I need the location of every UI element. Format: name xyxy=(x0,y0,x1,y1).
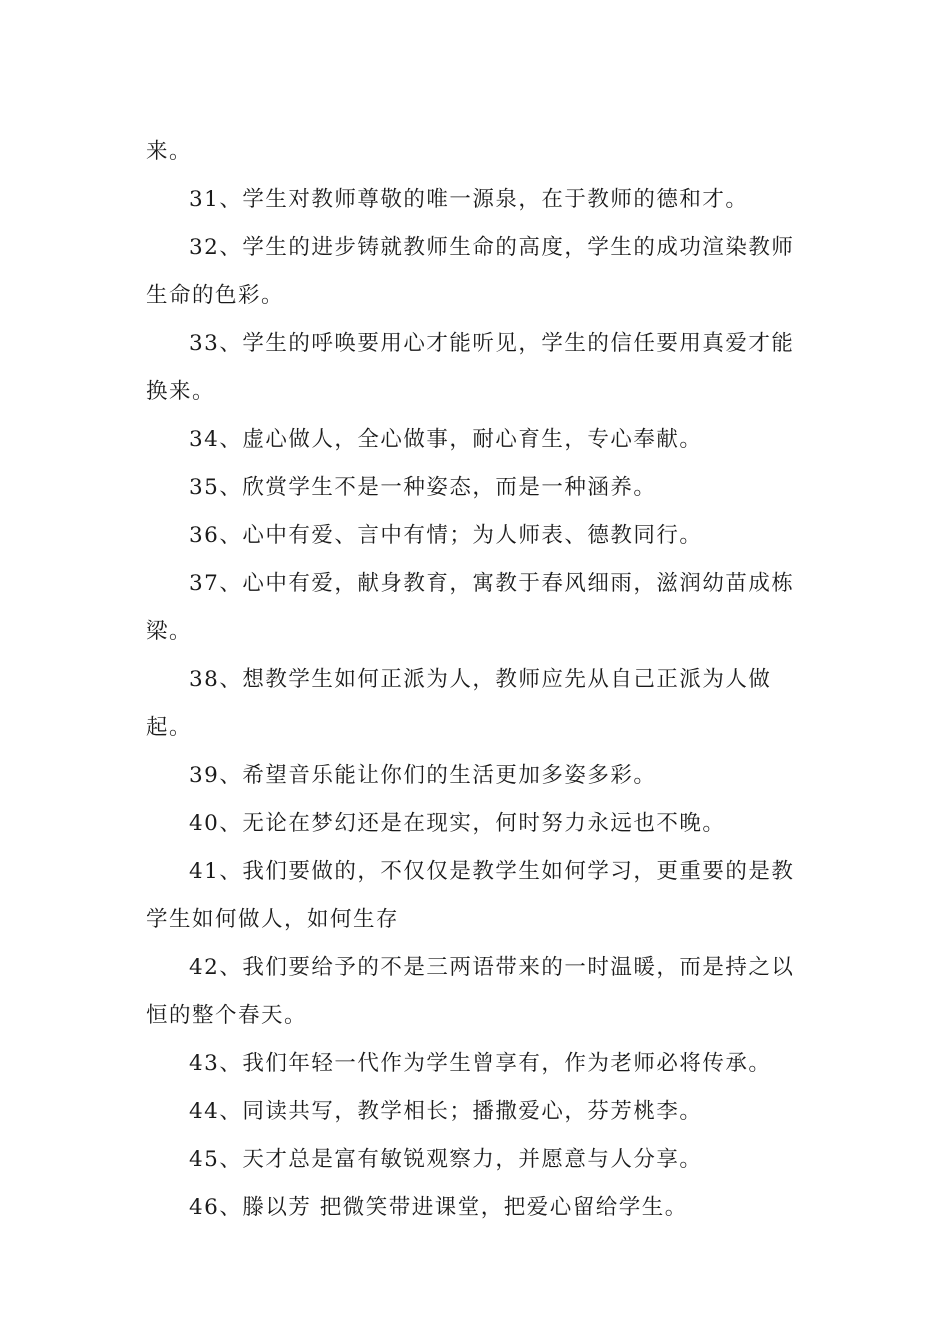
paragraph-40: 40、无论在梦幻还是在现实，何时努力永远也不晚。 xyxy=(189,811,726,836)
paragraph-34: 34、虚心做人，全心做事，耐心育生，专心奉献。 xyxy=(189,427,703,452)
paragraph-41: 41、我们要做的，不仅仅是教学生如何学习，更重要的是教学生如何做人，如何生存 xyxy=(146,859,795,932)
paragraph-36: 36、心中有爱、言中有情；为人师表、德教同行。 xyxy=(189,523,703,548)
paragraph-37: 37、心中有爱，献身教育，寓教于春风细雨，滋润幼苗成栋梁。 xyxy=(146,571,795,644)
paragraph-38: 38、想教学生如何正派为人，教师应先从自己正派为人做起。 xyxy=(146,667,772,740)
paragraph-43: 43、我们年轻一代作为学生曾享有，作为老师必将传承。 xyxy=(189,1051,772,1076)
paragraph-33: 33、学生的呼唤要用心才能听见，学生的信任要用真爱才能换来。 xyxy=(146,331,795,404)
paragraph-39: 39、希望音乐能让你们的生活更加多姿多彩。 xyxy=(189,763,657,788)
paragraph-45: 45、天才总是富有敏锐观察力，并愿意与人分享。 xyxy=(189,1147,703,1172)
paragraph-31: 31、学生对教师尊敬的唯一源泉，在于教师的德和才。 xyxy=(189,187,749,212)
paragraph-44: 44、同读共写，教学相长；播撒爱心，芬芳桃李。 xyxy=(189,1099,703,1124)
paragraph-continuation: 来。 xyxy=(146,139,193,164)
paragraph-46: 46、滕以芳 把微笑带进课堂，把爱心留给学生。 xyxy=(189,1195,688,1220)
paragraph-35: 35、欣赏学生不是一种姿态，而是一种涵养。 xyxy=(189,475,657,500)
paragraph-32: 32、学生的进步铸就教师生命的高度，学生的成功渲染教师生命的色彩。 xyxy=(146,235,795,308)
paragraph-42: 42、我们要给予的不是三两语带来的一时温暖，而是持之以恒的整个春天。 xyxy=(146,955,795,1028)
document-body xyxy=(146,128,796,1232)
